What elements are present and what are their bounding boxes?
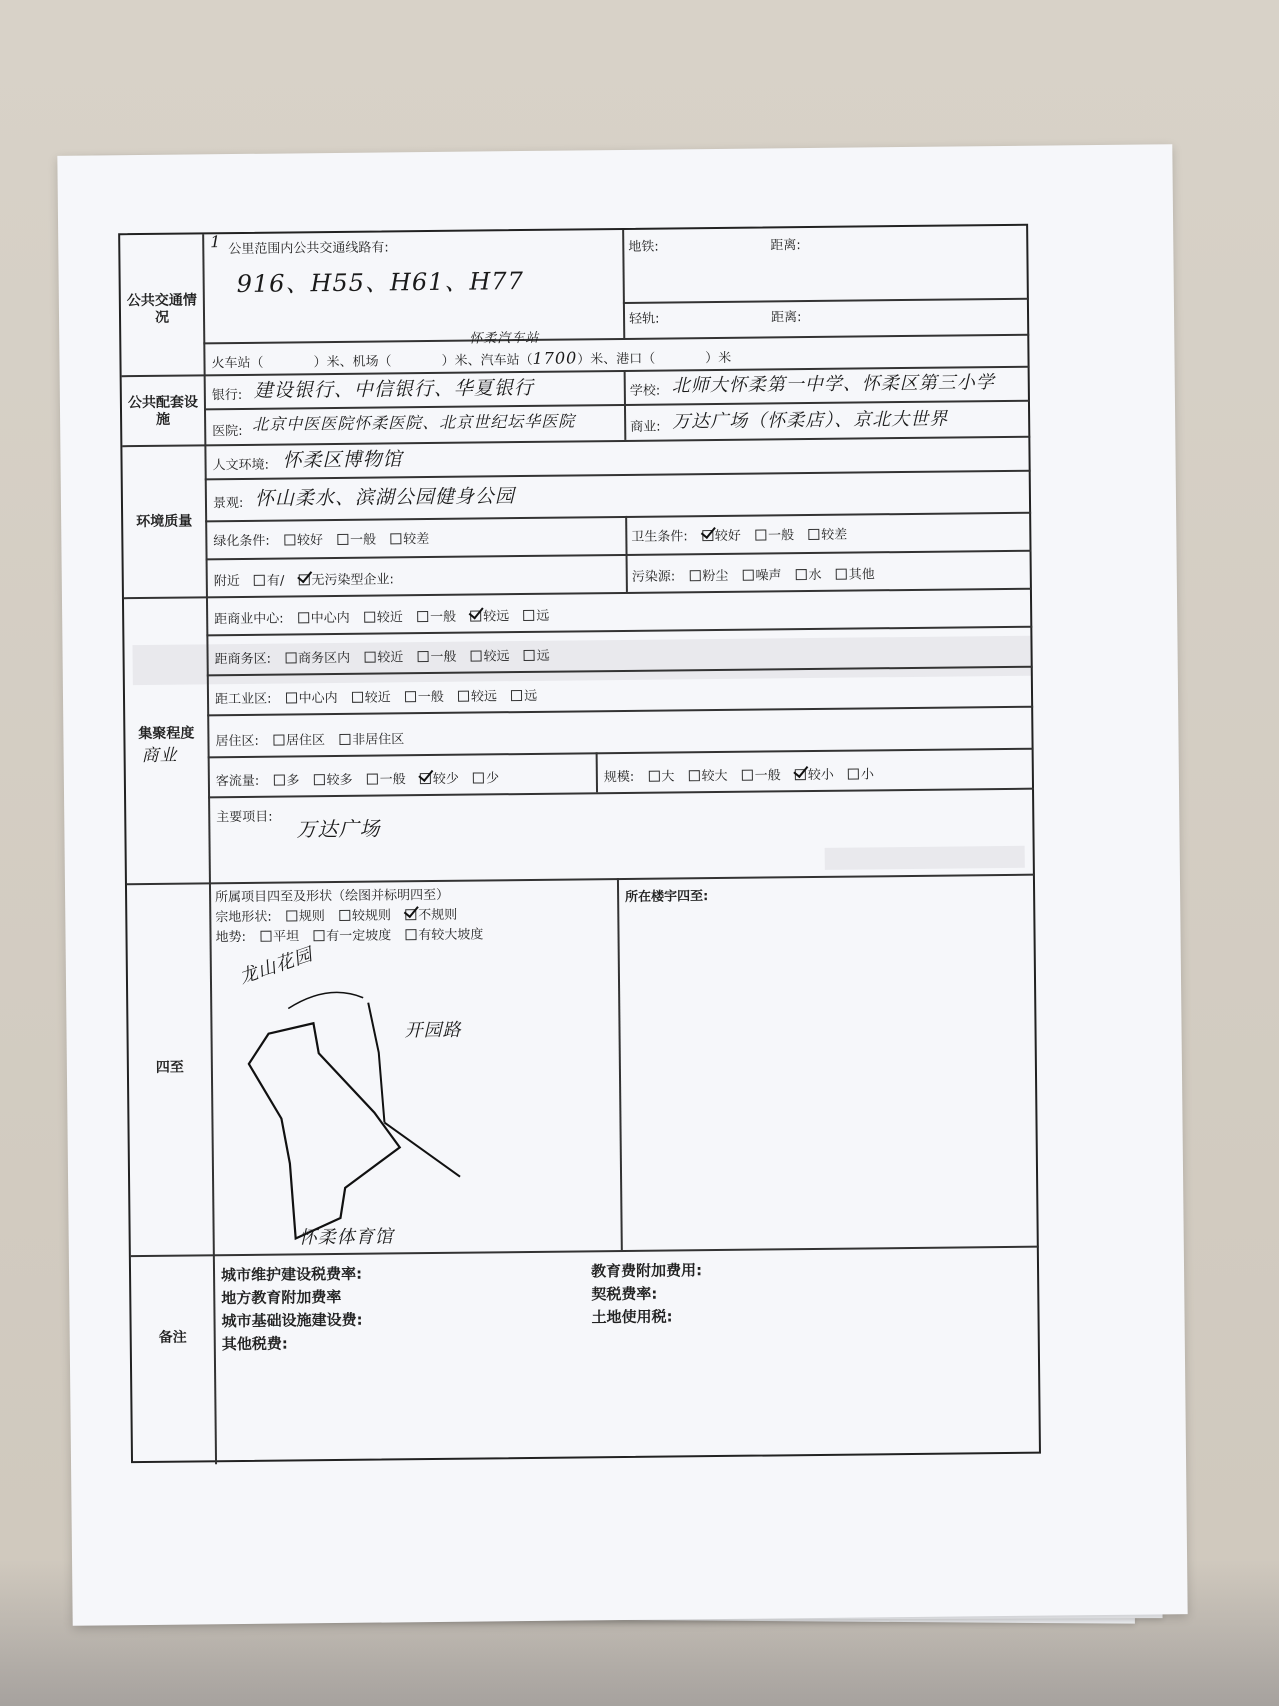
note-city-maintenance: 城市维护建设税费率: (220, 1264, 363, 1285)
scenery-value: 怀山柔水、滨湖公园健身公园 (254, 485, 516, 510)
main-projects-value: 万达广场 (296, 816, 381, 842)
hospital-value: 北京中医医院怀柔医院、北京世纪坛华医院 (252, 411, 576, 434)
boundaries-header (215, 885, 483, 948)
sanitation-row: 卫生条件: 较好 一般 较差 (631, 527, 848, 545)
commerce-value: 万达广场（怀柔店）、京北大世界 (672, 408, 949, 433)
bc-farther-checkbox[interactable] (470, 610, 481, 621)
residential-checkbox[interactable] (273, 735, 284, 746)
culture-value: 怀柔区博物馆 (282, 448, 403, 472)
pollution-other-checkbox[interactable] (836, 569, 847, 580)
boundary-south: 怀柔体育馆 (298, 1226, 394, 1249)
boundaries-title: 所属项目四至及形状（绘图并标明四至） (215, 887, 450, 906)
terrain-row: 地势: 平坦 有一定坡度 有较大坡度 (215, 927, 484, 946)
bd-near-checkbox[interactable] (364, 652, 375, 663)
greening-poor-checkbox[interactable] (390, 533, 401, 544)
commerce-label: 商业: (630, 419, 661, 435)
sanitation-average-checkbox[interactable] (755, 529, 766, 540)
inspection-form (118, 224, 1041, 1463)
bc-inside-checkbox[interactable] (298, 612, 309, 623)
traffic-few-checkbox[interactable] (473, 772, 484, 783)
non-residential-checkbox[interactable] (339, 734, 350, 745)
stations-row: 火车站（ ）米、机场（ ）米、汽车站（1700）米、港口（ ）米 (211, 348, 732, 372)
shape-row: 宗地形状: 规则 较规则 不规则 (215, 907, 458, 926)
bd-inside-checkbox[interactable] (285, 652, 296, 663)
note-other-fees: 其他税费: (221, 1334, 288, 1354)
bus-station-distance: 1700 (532, 348, 578, 368)
ind-inside-checkbox[interactable] (285, 692, 296, 703)
note-local-education: 地方教育附加费率 (221, 1287, 342, 1308)
nearby-row: 附近 有/ 无污染型企业: (213, 572, 394, 590)
scale-average-checkbox[interactable] (742, 770, 753, 781)
sanitation-poor-checkbox[interactable] (808, 529, 819, 540)
shape-irregular-checkbox[interactable] (405, 909, 416, 920)
culture-label: 人文环境: (212, 457, 270, 474)
sanitation-good-checkbox[interactable] (702, 530, 713, 541)
pollution-dust-checkbox[interactable] (689, 570, 700, 581)
site-outline (248, 1022, 400, 1239)
agglomeration-section-title: 集聚程度 (138, 725, 195, 743)
rail-distance-label: 距离: (770, 310, 802, 326)
ind-near-checkbox[interactable] (352, 692, 363, 703)
pollution-noise-checkbox[interactable] (742, 570, 753, 581)
ind-average-checkbox[interactable] (405, 691, 416, 702)
boundary-east: 开园路 (404, 1019, 462, 1042)
scenery-label: 景观: (212, 495, 244, 512)
environment-section-title: 环境质量 (136, 513, 193, 531)
bd-far-checkbox[interactable] (524, 650, 535, 661)
pollution-row: 污染源: 粉尘 噪声 水 其他 (631, 567, 875, 585)
note-deed-tax: 契税费率: (591, 1284, 658, 1304)
metro-label: 地铁: (628, 239, 659, 255)
bd-farther-checkbox[interactable] (471, 650, 482, 661)
ind-far-checkbox[interactable] (511, 690, 522, 701)
business-center-row: 距商业中心: 中心内 较近 一般 较远 远 (214, 608, 550, 628)
agglomeration-section-note: 商业 (141, 745, 178, 767)
scale-row: 规模: 大 较大 一般 较小 小 (603, 767, 875, 786)
note-infrastructure: 城市基础设施建设费: (221, 1310, 363, 1331)
rail-label: 轻轨: (628, 311, 660, 327)
notes-section-title: 备注 (158, 1329, 187, 1346)
pollution-water-checkbox[interactable] (796, 569, 807, 580)
bd-average-checkbox[interactable] (417, 651, 428, 662)
building-boundaries-label: 所在楼宇四至: (625, 889, 709, 905)
hospital-label: 医院: (212, 423, 243, 440)
terrain-flat-checkbox[interactable] (260, 931, 271, 942)
industrial-row: 距工业区: 中心内 较近 一般 较远 远 (214, 688, 538, 708)
traffic-many-checkbox[interactable] (273, 775, 284, 786)
facilities-section-title: 公共配套设施 (127, 394, 199, 428)
traffic-more-checkbox[interactable] (314, 774, 325, 785)
road-line (368, 1003, 384, 1123)
greening-row: 绿化条件: 较好 一般 较差 (213, 532, 430, 550)
scale-larger-checkbox[interactable] (688, 770, 699, 781)
terrain-slope-checkbox[interactable] (313, 930, 324, 941)
bus-lines-value: 916、H55、H61、H77 (236, 267, 525, 299)
traffic-row: 客流量: 多 较多 一般 较少 少 (215, 771, 500, 790)
bus-radius-value: 1 (210, 232, 222, 252)
bus-station-note: 怀柔汽车站 (469, 330, 540, 347)
boundary-north: 龙山花园 (236, 943, 316, 989)
ind-farther-checkbox[interactable] (458, 691, 469, 702)
bank-value: 建设银行、中信银行、华夏银行 (253, 376, 534, 402)
bc-far-checkbox[interactable] (523, 610, 534, 621)
notes-left (221, 1263, 363, 1356)
bank-label: 银行: (211, 387, 243, 404)
note-land-use-tax: 土地使用税: (591, 1307, 673, 1327)
school-value: 北师大怀柔第一中学、怀柔区第三小学 (671, 372, 995, 397)
school-label: 学校: (629, 383, 661, 399)
paper-sheet (57, 144, 1187, 1626)
shape-regular-checkbox[interactable] (286, 910, 297, 921)
greening-average-checkbox[interactable] (337, 534, 348, 545)
bc-near-checkbox[interactable] (364, 612, 375, 623)
north-arc (288, 992, 363, 1008)
transport-section-title: 公共交通情况 (126, 292, 197, 326)
greening-good-checkbox[interactable] (284, 534, 295, 545)
scale-small-checkbox[interactable] (848, 769, 859, 780)
nearby-has-checkbox[interactable] (254, 575, 265, 586)
business-district-row: 距商务区: 商务区内 较近 一般 较远 远 (214, 648, 550, 668)
shape-fairly-regular-checkbox[interactable] (339, 910, 350, 921)
residential-row: 居住区: 居住区 非居住区 (215, 732, 405, 750)
bc-average-checkbox[interactable] (417, 611, 428, 622)
terrain-steep-checkbox[interactable] (405, 929, 416, 940)
main-projects-label: 主要项目: (216, 809, 273, 826)
scale-large-checkbox[interactable] (648, 771, 659, 782)
metro-distance-label: 距离: (770, 238, 801, 254)
boundaries-section-title: 四至 (155, 1059, 184, 1076)
nearby-none-checkbox[interactable] (298, 574, 309, 585)
traffic-average-checkbox[interactable] (367, 774, 378, 785)
bus-lines-label: 公里范围内公共交通线路有: (228, 240, 389, 258)
scale-smaller-checkbox[interactable] (795, 769, 806, 780)
notes-right (591, 1259, 703, 1329)
site-sketch (218, 950, 621, 1254)
traffic-less-checkbox[interactable] (420, 773, 431, 784)
note-education-surcharge: 教育费附加费用: (590, 1261, 703, 1281)
